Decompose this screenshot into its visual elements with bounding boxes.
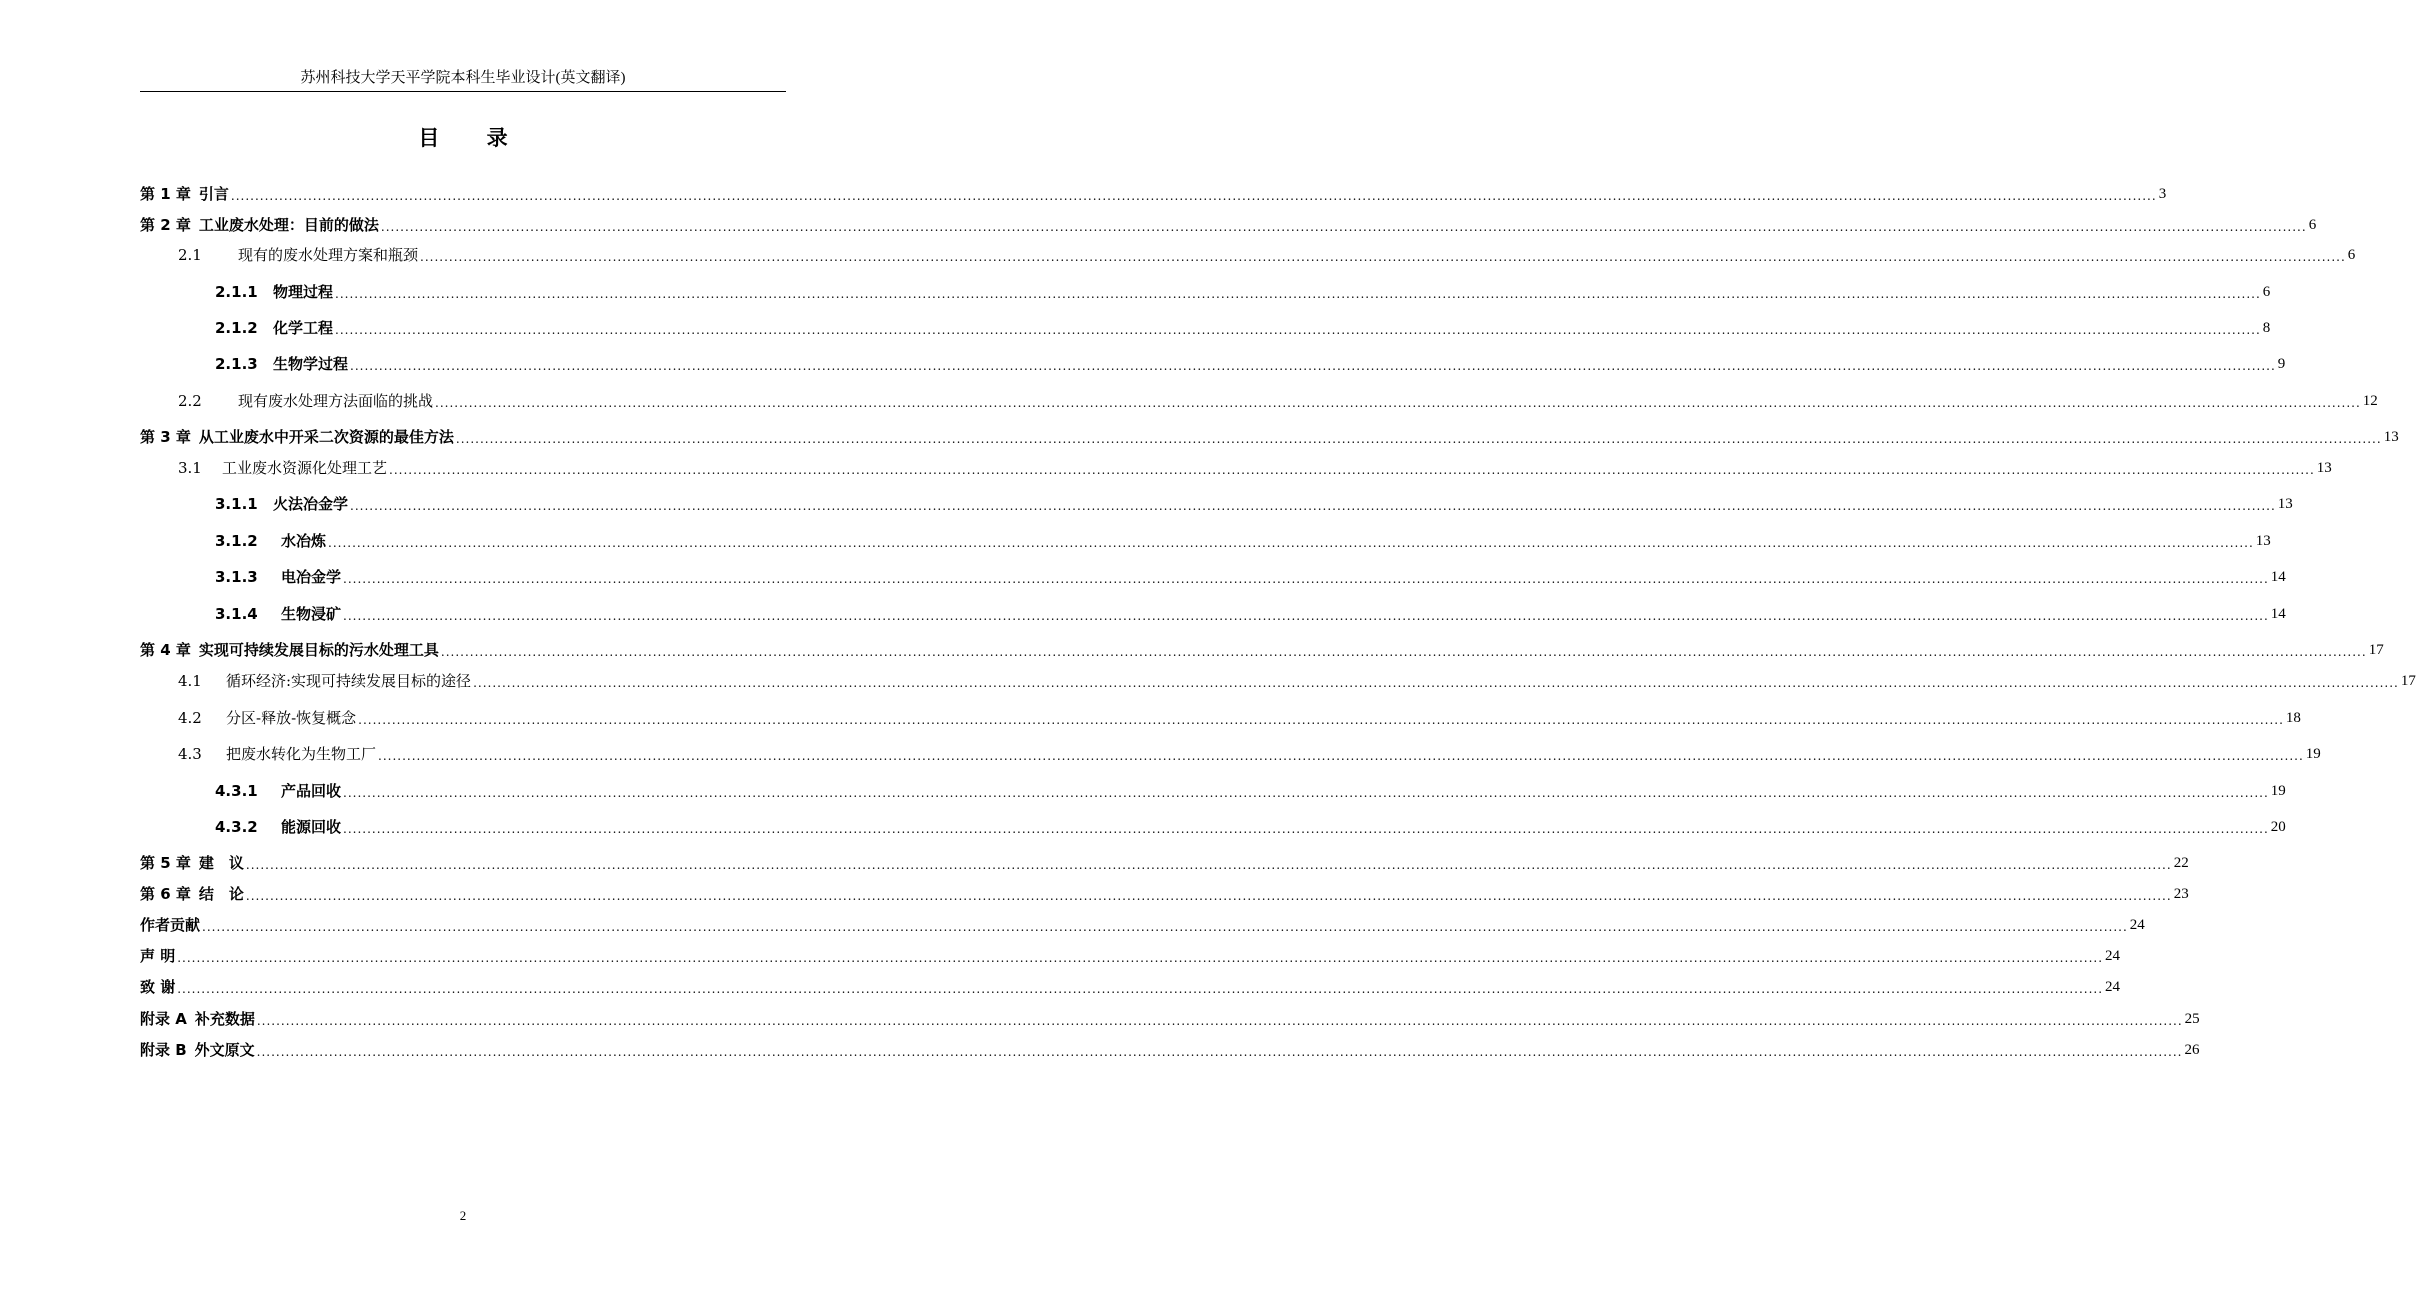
toc-entry-label: [140, 1039, 255, 1061]
toc-leader-dots: ................................................................................................................................................................................................................................................................................................................................................................................................................: [256, 1045, 2183, 1059]
toc-entry-number: 3.1.3: [215, 568, 258, 586]
toc-entry-page: 13: [2383, 429, 2399, 445]
toc-entry-label: [215, 816, 341, 838]
toc-entry[interactable]: [215, 317, 2271, 339]
toc-entry-page: 18: [2285, 710, 2301, 726]
toc-entry[interactable]: [140, 214, 2317, 236]
toc-leader-dots: ................................................................................................................................................................................................................................................................................................................................................................................................................: [455, 432, 2382, 446]
toc-entry-number: 4.3.1: [215, 782, 258, 800]
toc-entry-number: 2.1: [178, 246, 202, 264]
toc-entry-page: 26: [2184, 1042, 2200, 1058]
toc-leader-dots: ................................................................................................................................................................................................................................................................................................................................................................................................................: [343, 786, 2269, 800]
toc-entry-page: 24: [2105, 979, 2121, 995]
toc-entry-number: 附录 B: [140, 1041, 187, 1059]
toc-entry[interactable]: [140, 639, 2384, 661]
toc-entry-number: 第 4 章: [140, 641, 191, 659]
toc-entry[interactable]: [178, 707, 2301, 729]
toc-entry-label: [140, 914, 200, 936]
toc-entry-page: 17: [2400, 673, 2416, 689]
toc-entry-label: [215, 530, 326, 552]
page-number: 2: [459, 1208, 467, 1223]
toc-entry[interactable]: [215, 816, 2286, 838]
toc-entry-number: 第 2 章: [140, 216, 191, 234]
toc-entry-page: 19: [2270, 783, 2286, 799]
toc-entry-number: 2.1.1: [215, 283, 258, 301]
toc-entry-number: 3.1: [178, 459, 202, 477]
toc-entry-label: [215, 780, 341, 802]
toc-entry-label: [178, 707, 356, 729]
toc-entry-number: 第 6 章: [140, 885, 191, 903]
toc-entry-label: [215, 493, 348, 515]
toc-entry-text: 电冶金学: [281, 568, 342, 586]
toc-leader-dots: ................................................................................................................................................................................................................................................................................................................................................................................................................: [343, 822, 2269, 836]
toc-entry-text: 现有的废水处理方案和瓶颈: [238, 246, 419, 264]
toc-entry-text: 生物浸矿: [281, 605, 342, 623]
toc-entry-text: 分区-释放-恢复概念: [226, 709, 357, 727]
toc-leader-dots: ................................................................................................................................................................................................................................................................................................................................................................................................................: [177, 982, 2104, 996]
toc-entry-text: 水冶炼: [281, 532, 327, 550]
toc-entry[interactable]: [140, 426, 2399, 448]
toc-entry-text: 产品回收: [281, 782, 342, 800]
toc-leader-dots: ................................................................................................................................................................................................................................................................................................................................................................................................................: [440, 645, 2367, 659]
toc-entry-page: 8: [2262, 320, 2271, 336]
toc-leader-dots: ................................................................................................................................................................................................................................................................................................................................................................................................................: [202, 920, 2128, 934]
toc-entry-text: 补充数据: [194, 1010, 255, 1028]
toc-entry-text: 火法冶金学: [273, 495, 349, 513]
toc-entry-label: [178, 670, 471, 692]
toc-entry-text: 能源回收: [281, 818, 342, 836]
toc-entry-label: [140, 183, 229, 205]
toc-entry-label: [215, 353, 348, 375]
toc-entry-text: 工业废水资源化处理工艺: [222, 459, 388, 477]
toc-entry[interactable]: [140, 883, 2189, 905]
toc-entry[interactable]: [178, 457, 2332, 479]
toc-entry[interactable]: [178, 390, 2378, 412]
toc-entry-number: 3.1.4: [215, 605, 258, 623]
toc-entry-page: 19: [2305, 746, 2321, 762]
toc-entry-number: 第 1 章: [140, 185, 191, 203]
toc-entry-label: [140, 852, 244, 874]
toc-entry-text: 从工业废水中开采二次资源的最佳方法: [198, 428, 454, 446]
toc-entry-label: [140, 639, 439, 661]
toc-entry[interactable]: [140, 852, 2189, 874]
toc-entry[interactable]: [140, 1039, 2200, 1061]
toc-entry-text: 引言: [198, 185, 229, 203]
running-header: 苏州科技大学天平学院本科生毕业设计(英文翻译): [300, 70, 626, 86]
toc-entry-page: 22: [2173, 855, 2189, 871]
toc-entry-text: 工业废水处理：目前的做法: [198, 216, 379, 234]
toc-entry-text: 建 议: [198, 854, 244, 872]
toc-entry-text: 作者贡献: [140, 916, 201, 934]
toc-entry[interactable]: [140, 976, 2121, 998]
toc-leader-dots: ................................................................................................................................................................................................................................................................................................................................................................................................................: [256, 1014, 2183, 1028]
toc-leader-dots: ................................................................................................................................................................................................................................................................................................................................................................................................................: [435, 396, 2361, 410]
toc-entry[interactable]: [140, 1008, 2200, 1030]
toc-entry-page: 12: [2362, 393, 2378, 409]
header-rule: [140, 91, 786, 92]
toc-entry-page: 20: [2270, 819, 2286, 835]
toc-entry-number: 2.2: [178, 392, 202, 410]
toc-entry-number: 3.1.2: [215, 532, 258, 550]
toc-entry[interactable]: [178, 670, 2416, 692]
toc-entry[interactable]: [178, 244, 2356, 266]
toc-leader-dots: ................................................................................................................................................................................................................................................................................................................................................................................................................: [177, 951, 2104, 965]
toc-entry-label: [178, 457, 387, 479]
toc-entry[interactable]: [215, 780, 2286, 802]
toc-entry-number: 4.3: [178, 745, 202, 763]
toc-entry-page: 13: [2277, 496, 2293, 512]
toc-entry-page: 14: [2270, 569, 2286, 585]
toc-entry-page: 13: [2255, 533, 2271, 549]
toc-entry-text: 物理过程: [273, 283, 334, 301]
toc-entry[interactable]: [215, 530, 2271, 552]
toc-entry-text: 外文原文: [194, 1041, 255, 1059]
toc-entry-text: 声 明: [140, 947, 176, 965]
toc-entry-page: 6: [2262, 284, 2271, 300]
toc-entry[interactable]: [215, 603, 2286, 625]
toc-leader-dots: ................................................................................................................................................................................................................................................................................................................................................................................................................: [343, 609, 2269, 623]
toc-entry-number: 4.2: [178, 709, 202, 727]
toc-entry-page: 6: [2308, 217, 2317, 233]
toc-leader-dots: ................................................................................................................................................................................................................................................................................................................................................................................................................: [230, 189, 2157, 203]
toc-entry-label: [215, 317, 333, 339]
toc-entry-label: [140, 945, 175, 967]
toc-entry[interactable]: [140, 183, 2167, 205]
toc-entry-text: 化学工程: [273, 319, 334, 337]
toc-leader-dots: ................................................................................................................................................................................................................................................................................................................................................................................................................: [245, 858, 2172, 872]
toc-entry-page: 23: [2173, 886, 2189, 902]
toc-leader-dots: ................................................................................................................................................................................................................................................................................................................................................................................................................: [245, 889, 2172, 903]
toc-entry-page: 6: [2347, 247, 2356, 263]
toc-leader-dots: ................................................................................................................................................................................................................................................................................................................................................................................................................: [335, 287, 2261, 301]
toc-leader-dots: ................................................................................................................................................................................................................................................................................................................................................................................................................: [350, 499, 2276, 513]
toc-entry-page: 24: [2105, 948, 2121, 964]
toc-entry-label: [215, 281, 333, 303]
toc-entry-page: 24: [2129, 917, 2145, 933]
toc-entry-label: [178, 244, 418, 266]
toc-leader-dots: ................................................................................................................................................................................................................................................................................................................................................................................................................: [343, 572, 2269, 586]
toc-entry-label: [140, 1008, 255, 1030]
toc-entry-number: 4.1: [178, 672, 202, 690]
toc-entry-number: 第 3 章: [140, 428, 191, 446]
toc-entry-page: 3: [2158, 186, 2167, 202]
toc-leader-dots: ................................................................................................................................................................................................................................................................................................................................................................................................................: [420, 250, 2346, 264]
toc-entry-text: 现有废水处理方法面临的挑战: [238, 392, 434, 410]
toc-leader-dots: ................................................................................................................................................................................................................................................................................................................................................................................................................: [389, 463, 2315, 477]
toc-leader-dots: ................................................................................................................................................................................................................................................................................................................................................................................................................: [380, 220, 2307, 234]
toc-entry-text: 生物学过程: [273, 355, 349, 373]
toc-entry[interactable]: [215, 353, 2286, 375]
toc-entry-number: 4.3.2: [215, 818, 258, 836]
toc-entry-number: 第 5 章: [140, 854, 191, 872]
toc-entry-text: 把废水转化为生物工厂: [226, 745, 377, 763]
toc-leader-dots: ................................................................................................................................................................................................................................................................................................................................................................................................................: [335, 323, 2261, 337]
toc-entry[interactable]: [215, 493, 2293, 515]
toc-entry-label: [178, 390, 433, 412]
toc-entry-label: [215, 603, 341, 625]
toc-entry-page: 13: [2316, 460, 2332, 476]
toc-entry[interactable]: [215, 281, 2271, 303]
toc-entry[interactable]: [140, 945, 2121, 967]
toc-entry-page: 17: [2368, 642, 2384, 658]
toc-leader-dots: ................................................................................................................................................................................................................................................................................................................................................................................................................: [328, 536, 2254, 550]
toc-entry-page: 25: [2184, 1011, 2200, 1027]
toc-entry[interactable]: [140, 914, 2145, 936]
toc-entry-label: [215, 566, 341, 588]
toc-entry-text: 循环经济:实现可持续发展目标的途径: [226, 672, 472, 690]
toc-title: 目 录: [418, 126, 528, 150]
toc-entry-number: 附录 A: [140, 1010, 187, 1028]
toc-entry-label: [178, 743, 376, 765]
toc-leader-dots: ................................................................................................................................................................................................................................................................................................................................................................................................................: [473, 676, 2399, 690]
toc-leader-dots: ................................................................................................................................................................................................................................................................................................................................................................................................................: [350, 359, 2276, 373]
toc-entry[interactable]: [178, 743, 2321, 765]
toc-entry-number: 2.1.3: [215, 355, 258, 373]
toc-leader-dots: ................................................................................................................................................................................................................................................................................................................................................................................................................: [378, 749, 2304, 763]
toc-entry-text: 致 谢: [140, 978, 176, 996]
toc-entry[interactable]: [215, 566, 2286, 588]
toc-entry-label: [140, 426, 454, 448]
toc-entry-label: [140, 883, 244, 905]
toc-entry-text: 实现可持续发展目标的污水处理工具: [198, 641, 439, 659]
toc-entry-label: [140, 214, 379, 236]
toc-entry-number: 2.1.2: [215, 319, 258, 337]
toc-entry-number: 3.1.1: [215, 495, 258, 513]
toc-leader-dots: ................................................................................................................................................................................................................................................................................................................................................................................................................: [358, 713, 2284, 727]
toc-entry-label: [140, 976, 175, 998]
toc-entry-page: 9: [2277, 356, 2286, 372]
toc-entry-text: 结 论: [198, 885, 244, 903]
toc-entry-page: 14: [2270, 606, 2286, 622]
